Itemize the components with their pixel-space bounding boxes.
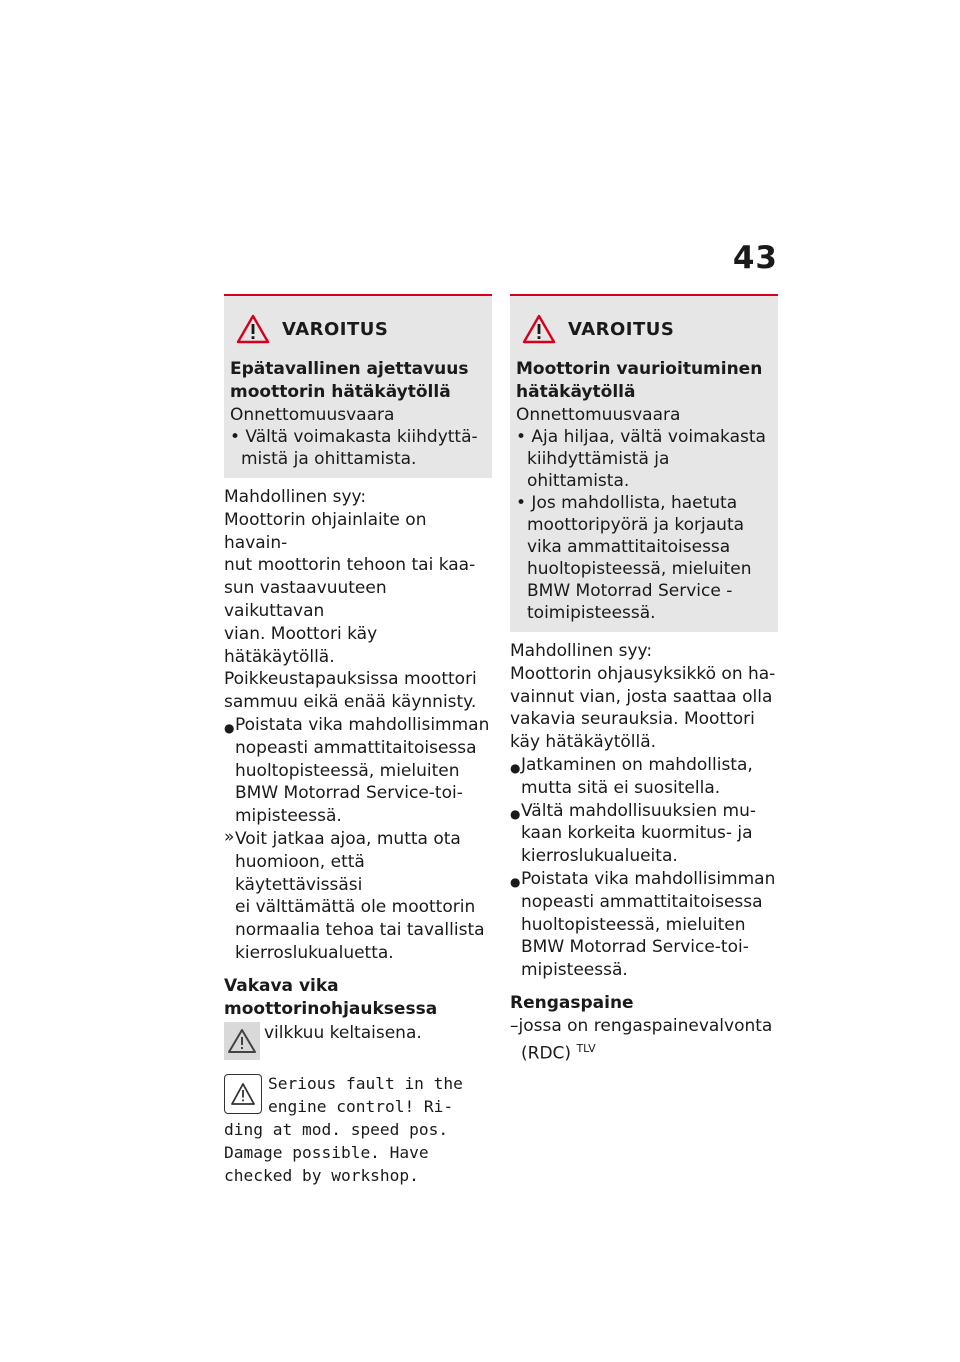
display-message: Serious fault in the engine control! Ri- ding at mod. speed pos. Damage possible. Have checked by workshop. [224, 1074, 463, 1186]
warning-subtitle: Onnettomuusvaara [516, 405, 681, 425]
section-subtitle: –jossa on rengaspainevalvonta (RDC) $^{TLV}$ [510, 1015, 773, 1064]
warning-label: VAROITUS [282, 318, 389, 340]
warning-triangle-icon [522, 314, 556, 344]
warning-box-right [510, 294, 778, 632]
section-title-tyre-pressure: Rengaspaine [510, 992, 634, 1013]
cause-label: Mahdollinen syy: [510, 641, 653, 661]
action-item: ● Jatkaminen on mahdollista, mutta sitä ei suositella. [510, 754, 753, 798]
warning-title [522, 314, 772, 344]
warning-triangle-icon [236, 314, 270, 344]
cause-label: Mahdollinen syy: [224, 487, 367, 507]
action-item: ● Poistata vika mahdollisimman nopeasti ammattitaitoisessa huoltopisteessä, mieluiten BMW Motorrad Service-toi- mipisteessä. [510, 868, 776, 981]
indicator-row [224, 1022, 492, 1060]
cause-block: Mahdollinen syy: Moottorin ohjausyksikkö on ha- vainnut vian, josta saattaa olla vakavia seurauksia. Moottori käy hätäkäytöllä. [510, 640, 778, 754]
warning-box-left [224, 294, 492, 478]
action-item: » Voit jatkaa ajoa, mutta ota huomioon, että käytettävissäsi ei välttämättä ole moottorin normaalia tehoa tai tavallista kierroslukualuetta. [224, 826, 485, 963]
warning-subtitle: Onnettomuusvaara [230, 405, 395, 425]
warning-heading: Moottorin vaurioituminen hätäkäytöllä [516, 359, 763, 402]
right-column [510, 294, 778, 1065]
warning-item: • Aja hiljaa, vältä voimakasta kiihdyttämistä ja ohittamista. [516, 427, 766, 491]
action-item: ● Poistata vika mahdollisimman nopeasti ammattitaitoisessa huoltopisteessä, mieluiten BMW Motorrad Service-toi- mipisteessä. [224, 714, 490, 827]
section-title-serious-fault: Vakava vika moottorinohjauksessa [224, 975, 438, 1019]
page-number: 43 [732, 240, 778, 276]
warning-item: • Vältä voimakasta kiihdyttä- mistä ja ohittamista. [230, 427, 478, 469]
warning-label: VAROITUS [568, 318, 675, 340]
warning-triangle-icon [227, 1028, 257, 1054]
indicator-text: vilkkuu keltaisena. [264, 1023, 422, 1044]
left-column [224, 294, 492, 1187]
indicator-light [224, 1022, 260, 1060]
warning-heading: Epätavallinen ajettavuus moottorin hätäkäytöllä [230, 359, 469, 402]
warning-title [236, 314, 486, 344]
warning-item: • Jos mahdollista, haetuta moottoripyörä ja korjauta vika ammattitaitoisessa huoltopisteessä, mieluiten BMW Motorrad Service - toimipisteessä. [516, 493, 752, 623]
display-warning-icon [224, 1074, 262, 1114]
tlv-superscript: TLV [576, 1041, 596, 1055]
cause-block: Mahdollinen syy: Moottorin ohjainlaite on havain- nut moottorin tehoon tai kaa- sun vastaavuuteen vaikuttavan vian. Moottori käy hätäkäytöllä. Poikkeustapauksissa moottori sammuu eikä enää käynnisty. [224, 486, 492, 714]
action-item: ● Vältä mahdollisuuksien mu- kaan korkeita kuormitus- ja kierroslukualueita. [510, 800, 756, 867]
warning-triangle-icon [230, 1082, 256, 1106]
